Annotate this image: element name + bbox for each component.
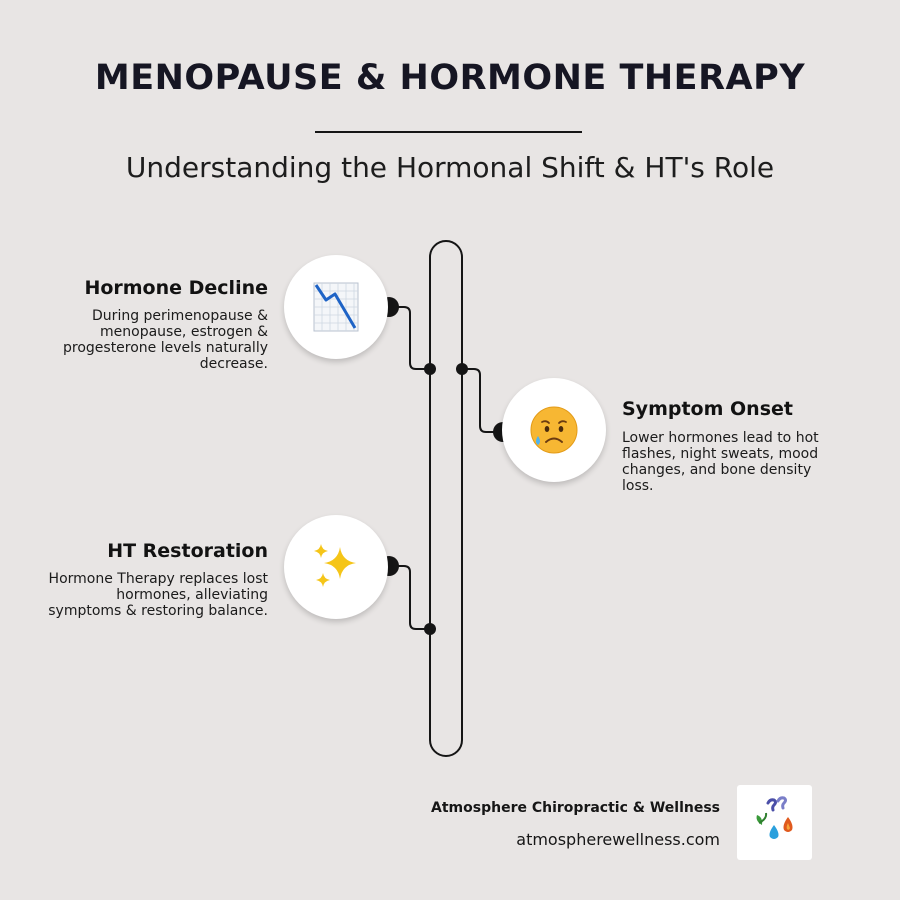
step-heading-ht-restoration: HT Restoration <box>107 540 268 562</box>
logo-drops-icon <box>737 785 812 860</box>
connector-ht-restoration <box>389 566 430 629</box>
timeline-track <box>430 241 462 756</box>
company-logo <box>737 785 812 860</box>
page-subtitle: Understanding the Hormonal Shift & HT's Role <box>125 151 775 184</box>
step-description-hormone-decline: During perimenopause & menopause, estrogen & progesterone levels naturally decrease. <box>63 308 268 372</box>
page-title: MENOPAUSE & HORMONE THERAPY <box>94 58 806 98</box>
step-heading-hormone-decline: Hormone Decline <box>84 277 268 299</box>
track-dot-hormone-decline <box>424 363 436 375</box>
sad-face-icon <box>529 405 579 455</box>
step-heading-symptom-onset: Symptom Onset <box>622 398 793 420</box>
ht-restoration-icon-circle <box>284 515 388 619</box>
step-description-ht-restoration: Hormone Therapy replaces lost hormones, alleviating symptoms & restoring balance. <box>48 571 268 619</box>
company-name: Atmosphere Chiropractic & Wellness <box>431 800 720 816</box>
symptom-onset-icon-circle <box>502 378 606 482</box>
connector-hormone-decline <box>389 307 430 369</box>
step-description-symptom-onset: Lower hormones lead to hot flashes, night sweats, mood changes, and bone density loss. <box>622 430 819 494</box>
website-link[interactable]: atmospherewellness.com <box>516 830 720 849</box>
connector-symptom-onset <box>462 369 503 432</box>
track-dot-symptom-onset <box>456 363 468 375</box>
sparkles-icon <box>310 541 362 593</box>
chart-decreasing-icon <box>313 282 359 332</box>
track-dot-ht-restoration <box>424 623 436 635</box>
hormone-decline-icon-circle <box>284 255 388 359</box>
